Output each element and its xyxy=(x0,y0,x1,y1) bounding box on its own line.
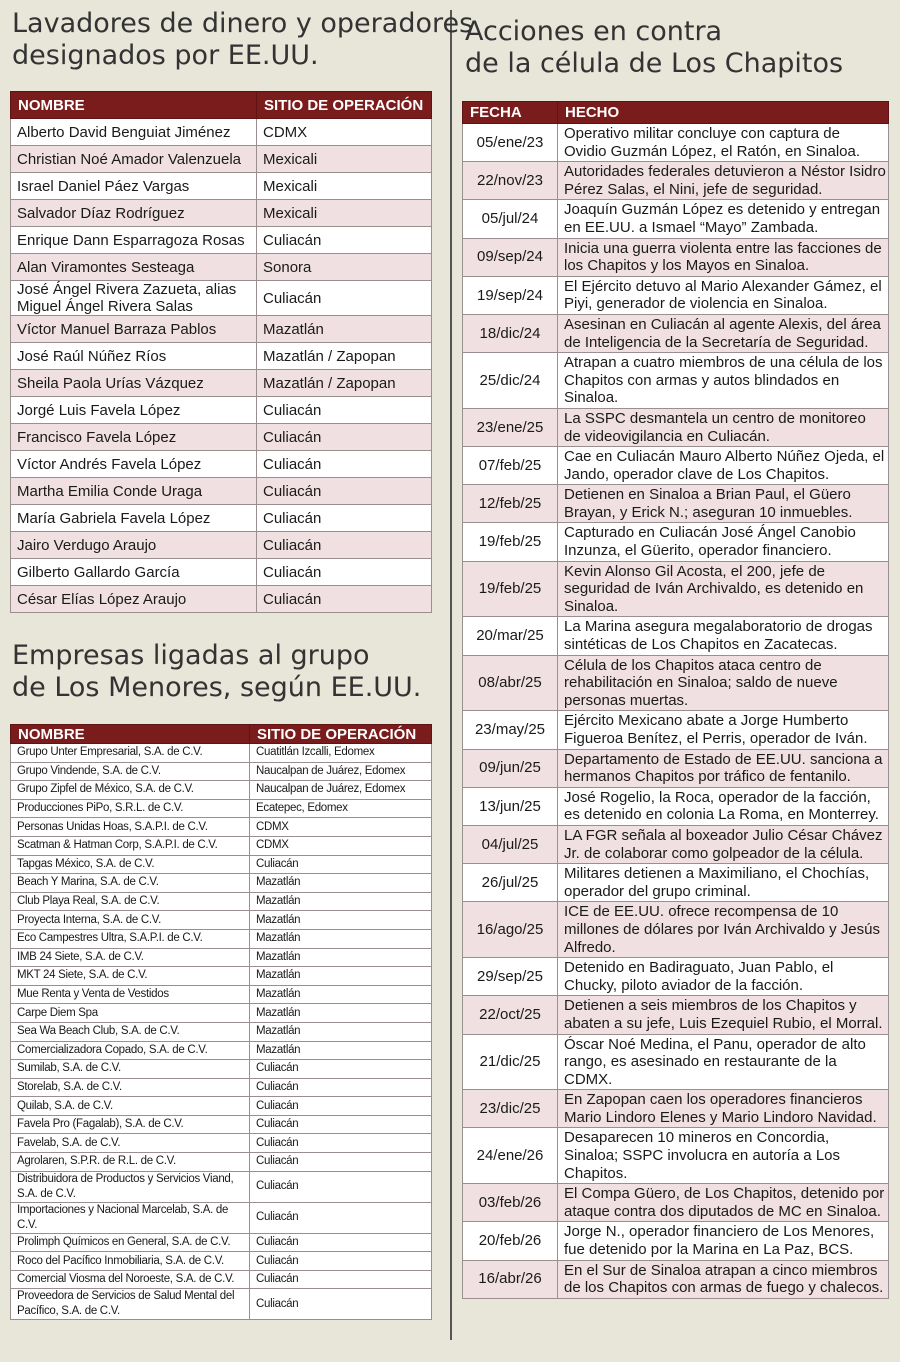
cell-site: Mazatlán xyxy=(257,316,432,343)
table-row xyxy=(11,762,432,781)
table-row xyxy=(11,505,432,532)
cell-site: Mazatlán xyxy=(250,1004,432,1023)
table-row xyxy=(11,948,432,967)
cell-event: LA FGR señala al boxeador Julio César Chávez Jr. de colaborar como golpeador de la célula. xyxy=(558,825,889,863)
cell-name: Tapgas México, S.A. de C.V. xyxy=(11,855,250,874)
table-row xyxy=(463,1222,889,1260)
table-row xyxy=(463,749,889,787)
cell-event: Detenido en Badiraguato, Juan Pablo, el Chucky, piloto aviador de la facción. xyxy=(558,958,889,996)
cell-date: 09/sep/24 xyxy=(463,238,558,276)
cell-event: Cae en Culiacán Mauro Alberto Núñez Ojeda, el Jando, operador clave de Los Chapitos. xyxy=(558,447,889,485)
cell-name: Beach Y Marina, S.A. de C.V. xyxy=(11,874,250,893)
cell-name: Proveedora de Servicios de Salud Mental del Pacífico, S.A. de C.V. xyxy=(11,1289,250,1320)
cell-site: Culiacán xyxy=(257,532,432,559)
cell-site: Culiacán xyxy=(250,1134,432,1153)
cell-site: Culiacán xyxy=(250,1097,432,1116)
cell-site: Mazatlán / Zapopan xyxy=(257,343,432,370)
cell-name: Salvador Díaz Rodríguez xyxy=(11,200,257,227)
cell-site: Culiacán xyxy=(250,1233,432,1252)
cell-name: Israel Daniel Páez Vargas xyxy=(11,173,257,200)
cell-site: Culiacán xyxy=(257,505,432,532)
table-row xyxy=(11,343,432,370)
cell-site: Naucalpan de Juárez, Edomex xyxy=(250,781,432,800)
cell-name: Club Playa Real, S.A. de C.V. xyxy=(11,892,250,911)
cell-name: Víctor Andrés Favela López xyxy=(11,451,257,478)
cell-site: Culiacán xyxy=(257,478,432,505)
cell-event: Atrapan a cuatro miembros de una célula de los Chapitos con armas y autos blindados en Sinaloa. xyxy=(558,353,889,409)
cell-date: 19/sep/24 xyxy=(463,276,558,314)
table-row xyxy=(11,397,432,424)
cell-event: Joaquín Guzmán López es detenido y entregan en EE.UU. a Ismael “Mayo” Zambada. xyxy=(558,200,889,238)
cell-name: Grupo Zipfel de México, S.A. de C.V. xyxy=(11,781,250,800)
cell-name: Gilberto Gallardo García xyxy=(11,559,257,586)
table-row xyxy=(463,711,889,749)
table-row xyxy=(463,523,889,561)
cell-site: Naucalpan de Juárez, Edomex xyxy=(250,762,432,781)
section1-title-line1: Lavadores de dinero y operadores xyxy=(12,8,474,39)
cell-name: MKT 24 Siete, S.A. de C.V. xyxy=(11,967,250,986)
cell-event: Jorge N., operador financiero de Los Menores, fue detenido por la Marina en La Paz, BCS. xyxy=(558,1222,889,1260)
table-row xyxy=(11,1270,432,1289)
cell-name: Sheila Paola Urías Vázquez xyxy=(11,370,257,397)
cell-event: En Zapopan caen los operadores financieros Mario Lindoro Elenes y Mario Lindoro Navidad. xyxy=(558,1090,889,1128)
cell-name: Distribuidora de Productos y Servicios Viand, S.A. de C.V. xyxy=(11,1171,250,1202)
cell-site: Culiacán xyxy=(250,1252,432,1271)
table-row xyxy=(11,424,432,451)
col-header-name: NOMBRE xyxy=(11,92,257,119)
cell-site: Culiacán xyxy=(257,397,432,424)
cell-site: Culiacán xyxy=(257,559,432,586)
cell-name: Sea Wa Beach Club, S.A. de C.V. xyxy=(11,1022,250,1041)
cell-site: Mazatlán xyxy=(250,948,432,967)
cell-name: Víctor Manuel Barraza Pablos xyxy=(11,316,257,343)
table-row xyxy=(463,825,889,863)
cell-name: Favelab, S.A. de C.V. xyxy=(11,1134,250,1153)
cell-name: Eco Campestres Ultra, S.A.P.I. de C.V. xyxy=(11,929,250,948)
cell-name: Storelab, S.A. de C.V. xyxy=(11,1078,250,1097)
cell-name: Prolimph Químicos en General, S.A. de C.V. xyxy=(11,1233,250,1252)
cell-name: Christian Noé Amador Valenzuela xyxy=(11,146,257,173)
col-header-event: HECHO xyxy=(558,102,889,124)
cell-event: Departamento de Estado de EE.UU. sanciona a hermanos Chapitos por tráfico de fentanilo. xyxy=(558,749,889,787)
cell-site: Culiacán xyxy=(257,227,432,254)
cell-date: 05/jul/24 xyxy=(463,200,558,238)
table-row xyxy=(11,559,432,586)
table-row xyxy=(463,314,889,352)
table-row xyxy=(11,1153,432,1172)
cell-event: José Rogelio, la Roca, operador de la facción, es detenido en colonia La Roma, en Monterrey. xyxy=(558,787,889,825)
table-row xyxy=(11,451,432,478)
cell-name: Grupo Vindende, S.A. de C.V. xyxy=(11,762,250,781)
cell-date: 23/may/25 xyxy=(463,711,558,749)
cell-date: 19/feb/25 xyxy=(463,561,558,617)
cell-name: Importaciones y Nacional Marcelab, S.A. de C.V. xyxy=(11,1202,250,1233)
cell-name: Jairo Verdugo Araujo xyxy=(11,532,257,559)
cell-event: Desaparecen 10 mineros en Concordia, Sinaloa; SSPC involucra en autoría a Los Chapitos. xyxy=(558,1128,889,1184)
table-row xyxy=(463,996,889,1034)
table-row xyxy=(11,1078,432,1097)
cell-site: Culiacán xyxy=(257,586,432,613)
cell-name: Enrique Dann Esparragoza Rosas xyxy=(11,227,257,254)
cell-date: 29/sep/25 xyxy=(463,958,558,996)
cell-name: Personas Unidas Hoas, S.A.P.I. de C.V. xyxy=(11,818,250,837)
cell-site: Culiacán xyxy=(250,1115,432,1134)
cell-site: Mazatlán xyxy=(250,1022,432,1041)
cell-event: Detienen en Sinaloa a Brian Paul, el Güero Brayan, y Erick N.; aseguran 10 inmuebles. xyxy=(558,485,889,523)
table-row xyxy=(463,1128,889,1184)
cell-site: Culiacán xyxy=(257,424,432,451)
table-row xyxy=(11,855,432,874)
table-row xyxy=(463,617,889,655)
cell-event: Capturado en Culiacán José Ángel Canobio Inzunza, el Güerito, operador financiero. xyxy=(558,523,889,561)
table-row xyxy=(11,911,432,930)
table-row xyxy=(11,985,432,1004)
cell-event: Inicia una guerra violenta entre las facciones de los Chapitos y los Mayos en Sinaloa. xyxy=(558,238,889,276)
table-row xyxy=(11,1041,432,1060)
cell-site: Cuatitlán Izcalli, Edomex xyxy=(250,744,432,763)
cell-name: José Ángel Rivera Zazueta, alias Miguel Ángel Rivera Salas xyxy=(11,281,257,316)
table-header-row xyxy=(11,725,432,744)
cell-name: Comercializadora Copado, S.A. de C.V. xyxy=(11,1041,250,1060)
col-header-name: NOMBRE xyxy=(11,725,250,744)
table-row xyxy=(11,799,432,818)
table-row xyxy=(463,1260,889,1298)
table-row xyxy=(463,124,889,162)
table-row xyxy=(463,1184,889,1222)
cell-name: Proyecta Interna, S.A. de C.V. xyxy=(11,911,250,930)
cell-site: Mazatlán xyxy=(250,892,432,911)
cell-site: Mazatlán xyxy=(250,874,432,893)
cell-date: 24/ene/26 xyxy=(463,1128,558,1184)
cell-date: 16/abr/26 xyxy=(463,1260,558,1298)
cell-name: María Gabriela Favela López xyxy=(11,505,257,532)
cell-name: Sumilab, S.A. de C.V. xyxy=(11,1060,250,1079)
cell-name: Producciones PiPo, S.R.L. de C.V. xyxy=(11,799,250,818)
cell-date: 12/feb/25 xyxy=(463,485,558,523)
cell-name: Mue Renta y Venta de Vestidos xyxy=(11,985,250,1004)
column-divider xyxy=(450,10,452,1340)
table-row xyxy=(11,119,432,146)
cell-date: 23/ene/25 xyxy=(463,408,558,446)
cell-name: Martha Emilia Conde Uraga xyxy=(11,478,257,505)
cell-date: 20/feb/26 xyxy=(463,1222,558,1260)
cell-name: Comercial Viosma del Noroeste, S.A. de C.V. xyxy=(11,1270,250,1289)
table-row xyxy=(11,967,432,986)
table-row xyxy=(11,1252,432,1271)
table-row xyxy=(11,1233,432,1252)
cell-site: CDMX xyxy=(250,836,432,855)
cell-site: Culiacán xyxy=(250,1289,432,1320)
table-row xyxy=(11,254,432,281)
cell-site: Culiacán xyxy=(257,281,432,316)
table-row xyxy=(463,485,889,523)
cell-event: Detienen a seis miembros de los Chapitos y abaten a su jefe, Luis Ezequiel Rubio, el Morral. xyxy=(558,996,889,1034)
table-row xyxy=(463,864,889,902)
section2-title-line1: Empresas ligadas al grupo xyxy=(12,640,370,671)
cell-name: Roco del Pacífico Inmobiliaria, S.A. de C.V. xyxy=(11,1252,250,1271)
cell-site: CDMX xyxy=(250,818,432,837)
table-row xyxy=(11,586,432,613)
table-row xyxy=(11,478,432,505)
section3-title-line1: Acciones en contra xyxy=(465,16,723,47)
cell-date: 23/dic/25 xyxy=(463,1090,558,1128)
table-row xyxy=(11,1115,432,1134)
table-row xyxy=(463,238,889,276)
cell-event: ICE de EE.UU. ofrece recompensa de 10 millones de dólares por Iván Archivaldo y Jesús Alfredo. xyxy=(558,902,889,958)
table-row xyxy=(463,1034,889,1090)
cell-site: Culiacán xyxy=(250,1270,432,1289)
cell-site: Mexicali xyxy=(257,146,432,173)
table-row xyxy=(463,958,889,996)
cell-site: Culiacán xyxy=(257,451,432,478)
cell-event: Militares detienen a Maximiliano, el Chochías, operador del grupo criminal. xyxy=(558,864,889,902)
section3-title-line2: de la célula de Los Chapitos xyxy=(465,48,844,79)
cell-name: IMB 24 Siete, S.A. de C.V. xyxy=(11,948,250,967)
cell-date: 16/ago/25 xyxy=(463,902,558,958)
cell-date: 05/ene/23 xyxy=(463,124,558,162)
table-header-row xyxy=(463,102,889,124)
cell-name: Quilab, S.A. de C.V. xyxy=(11,1097,250,1116)
cell-date: 04/jul/25 xyxy=(463,825,558,863)
table-row xyxy=(11,1004,432,1023)
cell-event: El Compa Güero, de Los Chapitos, detenido por ataque contra dos diputados de MC en Sinaloa. xyxy=(558,1184,889,1222)
table-row xyxy=(463,276,889,314)
cell-site: Mazatlán / Zapopan xyxy=(257,370,432,397)
cell-event: Operativo militar concluye con captura de Ovidio Guzmán López, el Ratón, en Sinaloa. xyxy=(558,124,889,162)
cell-date: 09/jun/25 xyxy=(463,749,558,787)
actions-table xyxy=(462,101,889,1299)
cell-name: Alberto David Benguiat Jiménez xyxy=(11,119,257,146)
section2-title-line2: de Los Menores, según EE.UU. xyxy=(12,672,422,703)
table-row xyxy=(463,200,889,238)
table-row xyxy=(11,1097,432,1116)
cell-site: Ecatepec, Edomex xyxy=(250,799,432,818)
cell-site: Mazatlán xyxy=(250,967,432,986)
cell-site: Culiacán xyxy=(250,1078,432,1097)
cell-name: Agrolaren, S.P.R. de R.L. de C.V. xyxy=(11,1153,250,1172)
cell-date: 21/dic/25 xyxy=(463,1034,558,1090)
table-row xyxy=(11,200,432,227)
companies-table xyxy=(10,724,432,1320)
cell-date: 26/jul/25 xyxy=(463,864,558,902)
col-header-date: FECHA xyxy=(463,102,558,124)
cell-site: Culiacán xyxy=(250,1060,432,1079)
table-row xyxy=(11,146,432,173)
cell-event: La SSPC desmantela un centro de monitoreo de videovigilancia en Culiacán. xyxy=(558,408,889,446)
table-row xyxy=(11,744,432,763)
cell-date: 08/abr/25 xyxy=(463,655,558,711)
col-header-site: SITIO DE OPERACIÓN xyxy=(250,725,432,744)
table-row xyxy=(11,929,432,948)
cell-site: Mazatlán xyxy=(250,985,432,1004)
cell-name: Scatman & Hatman Corp, S.A.P.I. de C.V. xyxy=(11,836,250,855)
cell-event: La Marina asegura megalaboratorio de drogas sintéticas de Los Chapitos en Zacatecas. xyxy=(558,617,889,655)
table-row xyxy=(11,1289,432,1320)
cell-name: César Elías López Araujo xyxy=(11,586,257,613)
table-row xyxy=(11,1202,432,1233)
cell-event: Óscar Noé Medina, el Panu, operador de alto rango, es asesinado en restaurante de la CDMX. xyxy=(558,1034,889,1090)
table-row xyxy=(11,874,432,893)
table-row xyxy=(11,1060,432,1079)
table-row xyxy=(463,561,889,617)
cell-name: Francisco Favela López xyxy=(11,424,257,451)
cell-site: CDMX xyxy=(257,119,432,146)
section1-title-line2: designados por EE.UU. xyxy=(12,40,319,71)
section3-title xyxy=(465,16,843,80)
cell-date: 19/feb/25 xyxy=(463,523,558,561)
table-row xyxy=(463,902,889,958)
table-row xyxy=(463,408,889,446)
cell-date: 18/dic/24 xyxy=(463,314,558,352)
table-row xyxy=(11,281,432,316)
cell-event: Célula de los Chapitos ataca centro de rehabilitación en Sinaloa; saldo de nueve personas muertas. xyxy=(558,655,889,711)
cell-name: Favela Pro (Fagalab), S.A. de C.V. xyxy=(11,1115,250,1134)
table-row xyxy=(11,818,432,837)
cell-site: Culiacán xyxy=(250,1153,432,1172)
cell-event: Asesinan en Culiacán al agente Alexis, del área de Inteligencia de la Secretaría de Seguridad. xyxy=(558,314,889,352)
table-row xyxy=(11,532,432,559)
table-row xyxy=(463,1090,889,1128)
table-row xyxy=(11,370,432,397)
cell-name: José Raúl Núñez Ríos xyxy=(11,343,257,370)
cell-date: 22/oct/25 xyxy=(463,996,558,1034)
cell-event: Ejército Mexicano abate a Jorge Humberto Figueroa Benítez, el Perris, operador de Iván. xyxy=(558,711,889,749)
cell-date: 03/feb/26 xyxy=(463,1184,558,1222)
launderers-table xyxy=(10,91,432,613)
table-row xyxy=(11,227,432,254)
table-row xyxy=(11,892,432,911)
cell-site: Mazatlán xyxy=(250,1041,432,1060)
cell-date: 20/mar/25 xyxy=(463,617,558,655)
cell-site: Culiacán xyxy=(250,855,432,874)
cell-site: Culiacán xyxy=(250,1171,432,1202)
table-row xyxy=(11,1022,432,1041)
table-row xyxy=(11,781,432,800)
cell-site: Culiacán xyxy=(250,1202,432,1233)
cell-event: El Ejército detuvo al Mario Alexander Gámez, el Piyi, generador de violencia en Sinaloa. xyxy=(558,276,889,314)
table-row xyxy=(11,173,432,200)
cell-event: Kevin Alonso Gil Acosta, el 200, jefe de seguridad de Iván Archivaldo, es detenido en Sinaloa. xyxy=(558,561,889,617)
cell-date: 13/jun/25 xyxy=(463,787,558,825)
table-row xyxy=(11,1134,432,1153)
cell-site: Mazatlán xyxy=(250,929,432,948)
table-row xyxy=(11,836,432,855)
table-row xyxy=(463,162,889,200)
col-header-site: SITIO DE OPERACIÓN xyxy=(257,92,432,119)
cell-name: Alan Viramontes Sesteaga xyxy=(11,254,257,281)
table-row xyxy=(463,787,889,825)
section2-title xyxy=(12,640,421,704)
cell-site: Mexicali xyxy=(257,200,432,227)
table-row xyxy=(463,447,889,485)
cell-name: Jorgé Luis Favela López xyxy=(11,397,257,424)
cell-name: Grupo Unter Empresarial, S.A. de C.V. xyxy=(11,744,250,763)
cell-date: 22/nov/23 xyxy=(463,162,558,200)
table-row xyxy=(11,1171,432,1202)
cell-event: En el Sur de Sinaloa atrapan a cinco miembros de los Chapitos con armas de fuego y chalecos. xyxy=(558,1260,889,1298)
cell-date: 25/dic/24 xyxy=(463,353,558,409)
table-row xyxy=(11,316,432,343)
table-row xyxy=(463,353,889,409)
table-row xyxy=(463,655,889,711)
cell-site: Mexicali xyxy=(257,173,432,200)
table-header-row xyxy=(11,92,432,119)
section1-title xyxy=(12,8,473,72)
cell-event: Autoridades federales detuvieron a Néstor Isidro Pérez Salas, el Nini, jefe de seguridad. xyxy=(558,162,889,200)
cell-name: Carpe Diem Spa xyxy=(11,1004,250,1023)
cell-site: Sonora xyxy=(257,254,432,281)
cell-date: 07/feb/25 xyxy=(463,447,558,485)
cell-site: Mazatlán xyxy=(250,911,432,930)
